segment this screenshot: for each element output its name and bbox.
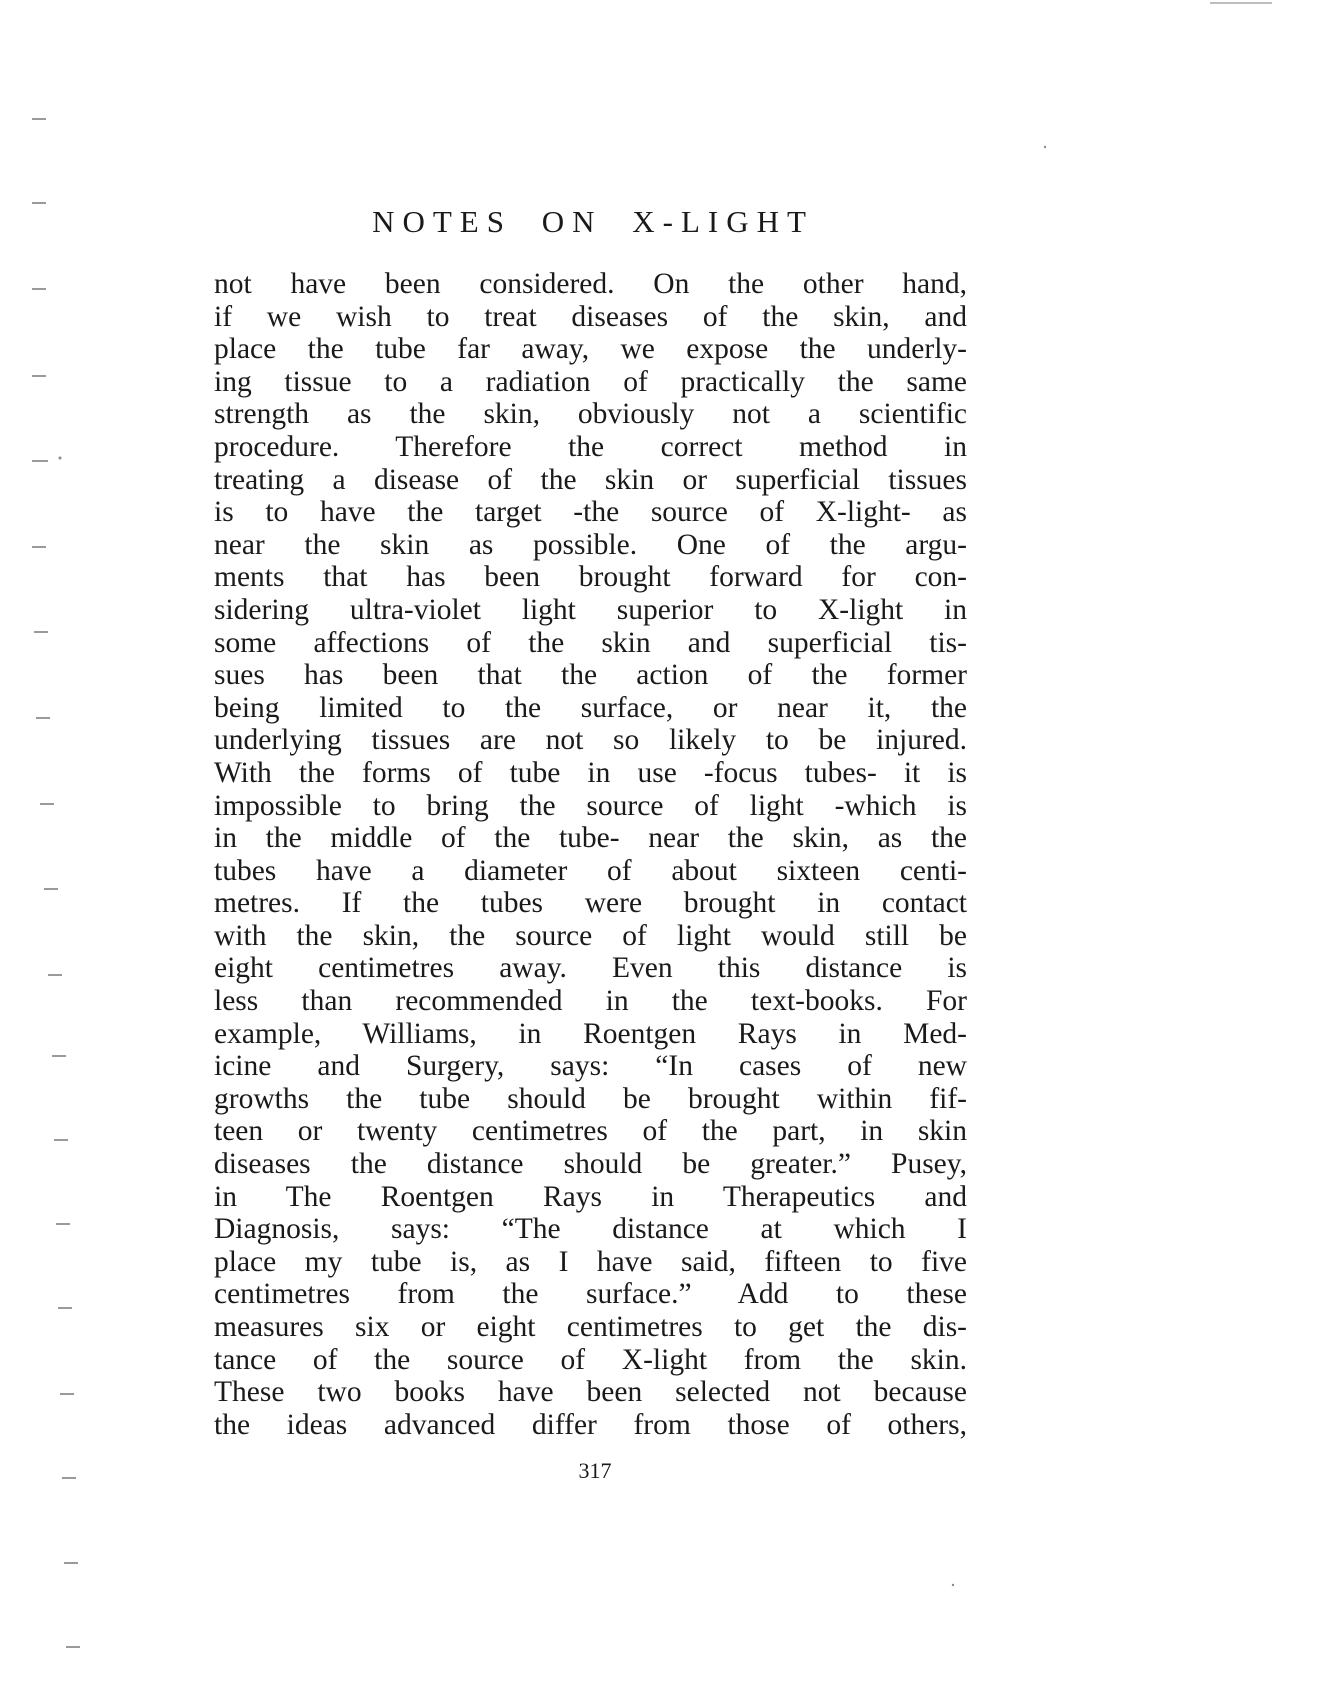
text-line: in the middle of the tube- near the skin, as the bbox=[214, 822, 967, 855]
text-line: tubes have a diameter of about sixteen centi- bbox=[214, 854, 967, 887]
page-number: 317 bbox=[578, 1458, 612, 1483]
text-line: growths the tube should be brought within fif- bbox=[214, 1082, 967, 1115]
text-line: measures six or eight centimetres to get the dis- bbox=[214, 1311, 967, 1343]
text-line: With the forms of tube in use -focus tubes- it is bbox=[214, 756, 967, 789]
text-line: sues has been that the action of the former bbox=[214, 659, 967, 692]
text-line: ments that has been brought forward for con- bbox=[214, 561, 967, 594]
text-line: tance of the source of X-light from the skin. bbox=[214, 1343, 967, 1376]
text-line: procedure. Therefore the correct method in bbox=[214, 430, 967, 463]
text-line: diseases the distance should be greater.” Pusey, bbox=[214, 1148, 967, 1181]
text-line: ing tissue to a radiation of practically the same bbox=[214, 365, 967, 398]
text-line: if we wish to treat diseases of the skin, and bbox=[214, 300, 967, 333]
running-head: NOTES ON X-LIGHT bbox=[372, 204, 814, 239]
text-line: metres. If the tubes were brought in contact bbox=[214, 887, 967, 920]
text-line: sidering ultra-violet light superior to X-light in bbox=[214, 593, 967, 626]
text-line: treating a disease of the skin or superficial tissues bbox=[214, 463, 967, 496]
text-line: place my tube is, as I have said, fifteen to five bbox=[214, 1245, 967, 1278]
text-line: place the tube far away, we expose the underly- bbox=[214, 333, 967, 366]
text-line: with the skin, the source of light would still be bbox=[214, 919, 967, 952]
text-line: strength as the skin, obviously not a scientific bbox=[214, 398, 967, 431]
text-line: less than recommended in the text-books. For bbox=[214, 985, 967, 1018]
text-line: not have been considered. On the other hand, bbox=[214, 268, 967, 300]
text-line: centimetres from the surface.” Add to these bbox=[214, 1278, 967, 1311]
text-line: is to have the target -the source of X-light- as bbox=[214, 496, 967, 529]
text-line: the ideas advanced differ from those of others, bbox=[214, 1408, 967, 1441]
text-line: impossible to bring the source of light -which is bbox=[214, 789, 967, 822]
text-line: Diagnosis, says: “The distance at which I bbox=[214, 1213, 967, 1246]
text-line: being limited to the surface, or near it, the bbox=[214, 691, 967, 724]
text-line: eight centimetres away. Even this distance is bbox=[214, 952, 967, 985]
text-line: example, Williams, in Roentgen Rays in Med- bbox=[214, 1017, 967, 1050]
text-line: icine and Surgery, says: “In cases of new bbox=[214, 1050, 967, 1083]
text-line: underlying tissues are not so likely to be injured. bbox=[214, 724, 967, 757]
text-line: near the skin as possible. One of the argu- bbox=[214, 528, 967, 561]
body-text bbox=[214, 268, 967, 1441]
text-line: These two books have been selected not because bbox=[214, 1376, 967, 1409]
text-line: teen or twenty centimetres of the part, in skin bbox=[214, 1115, 967, 1148]
text-line: some affections of the skin and superficial tis- bbox=[214, 626, 967, 659]
text-line: in The Roentgen Rays in Therapeutics and bbox=[214, 1180, 967, 1213]
